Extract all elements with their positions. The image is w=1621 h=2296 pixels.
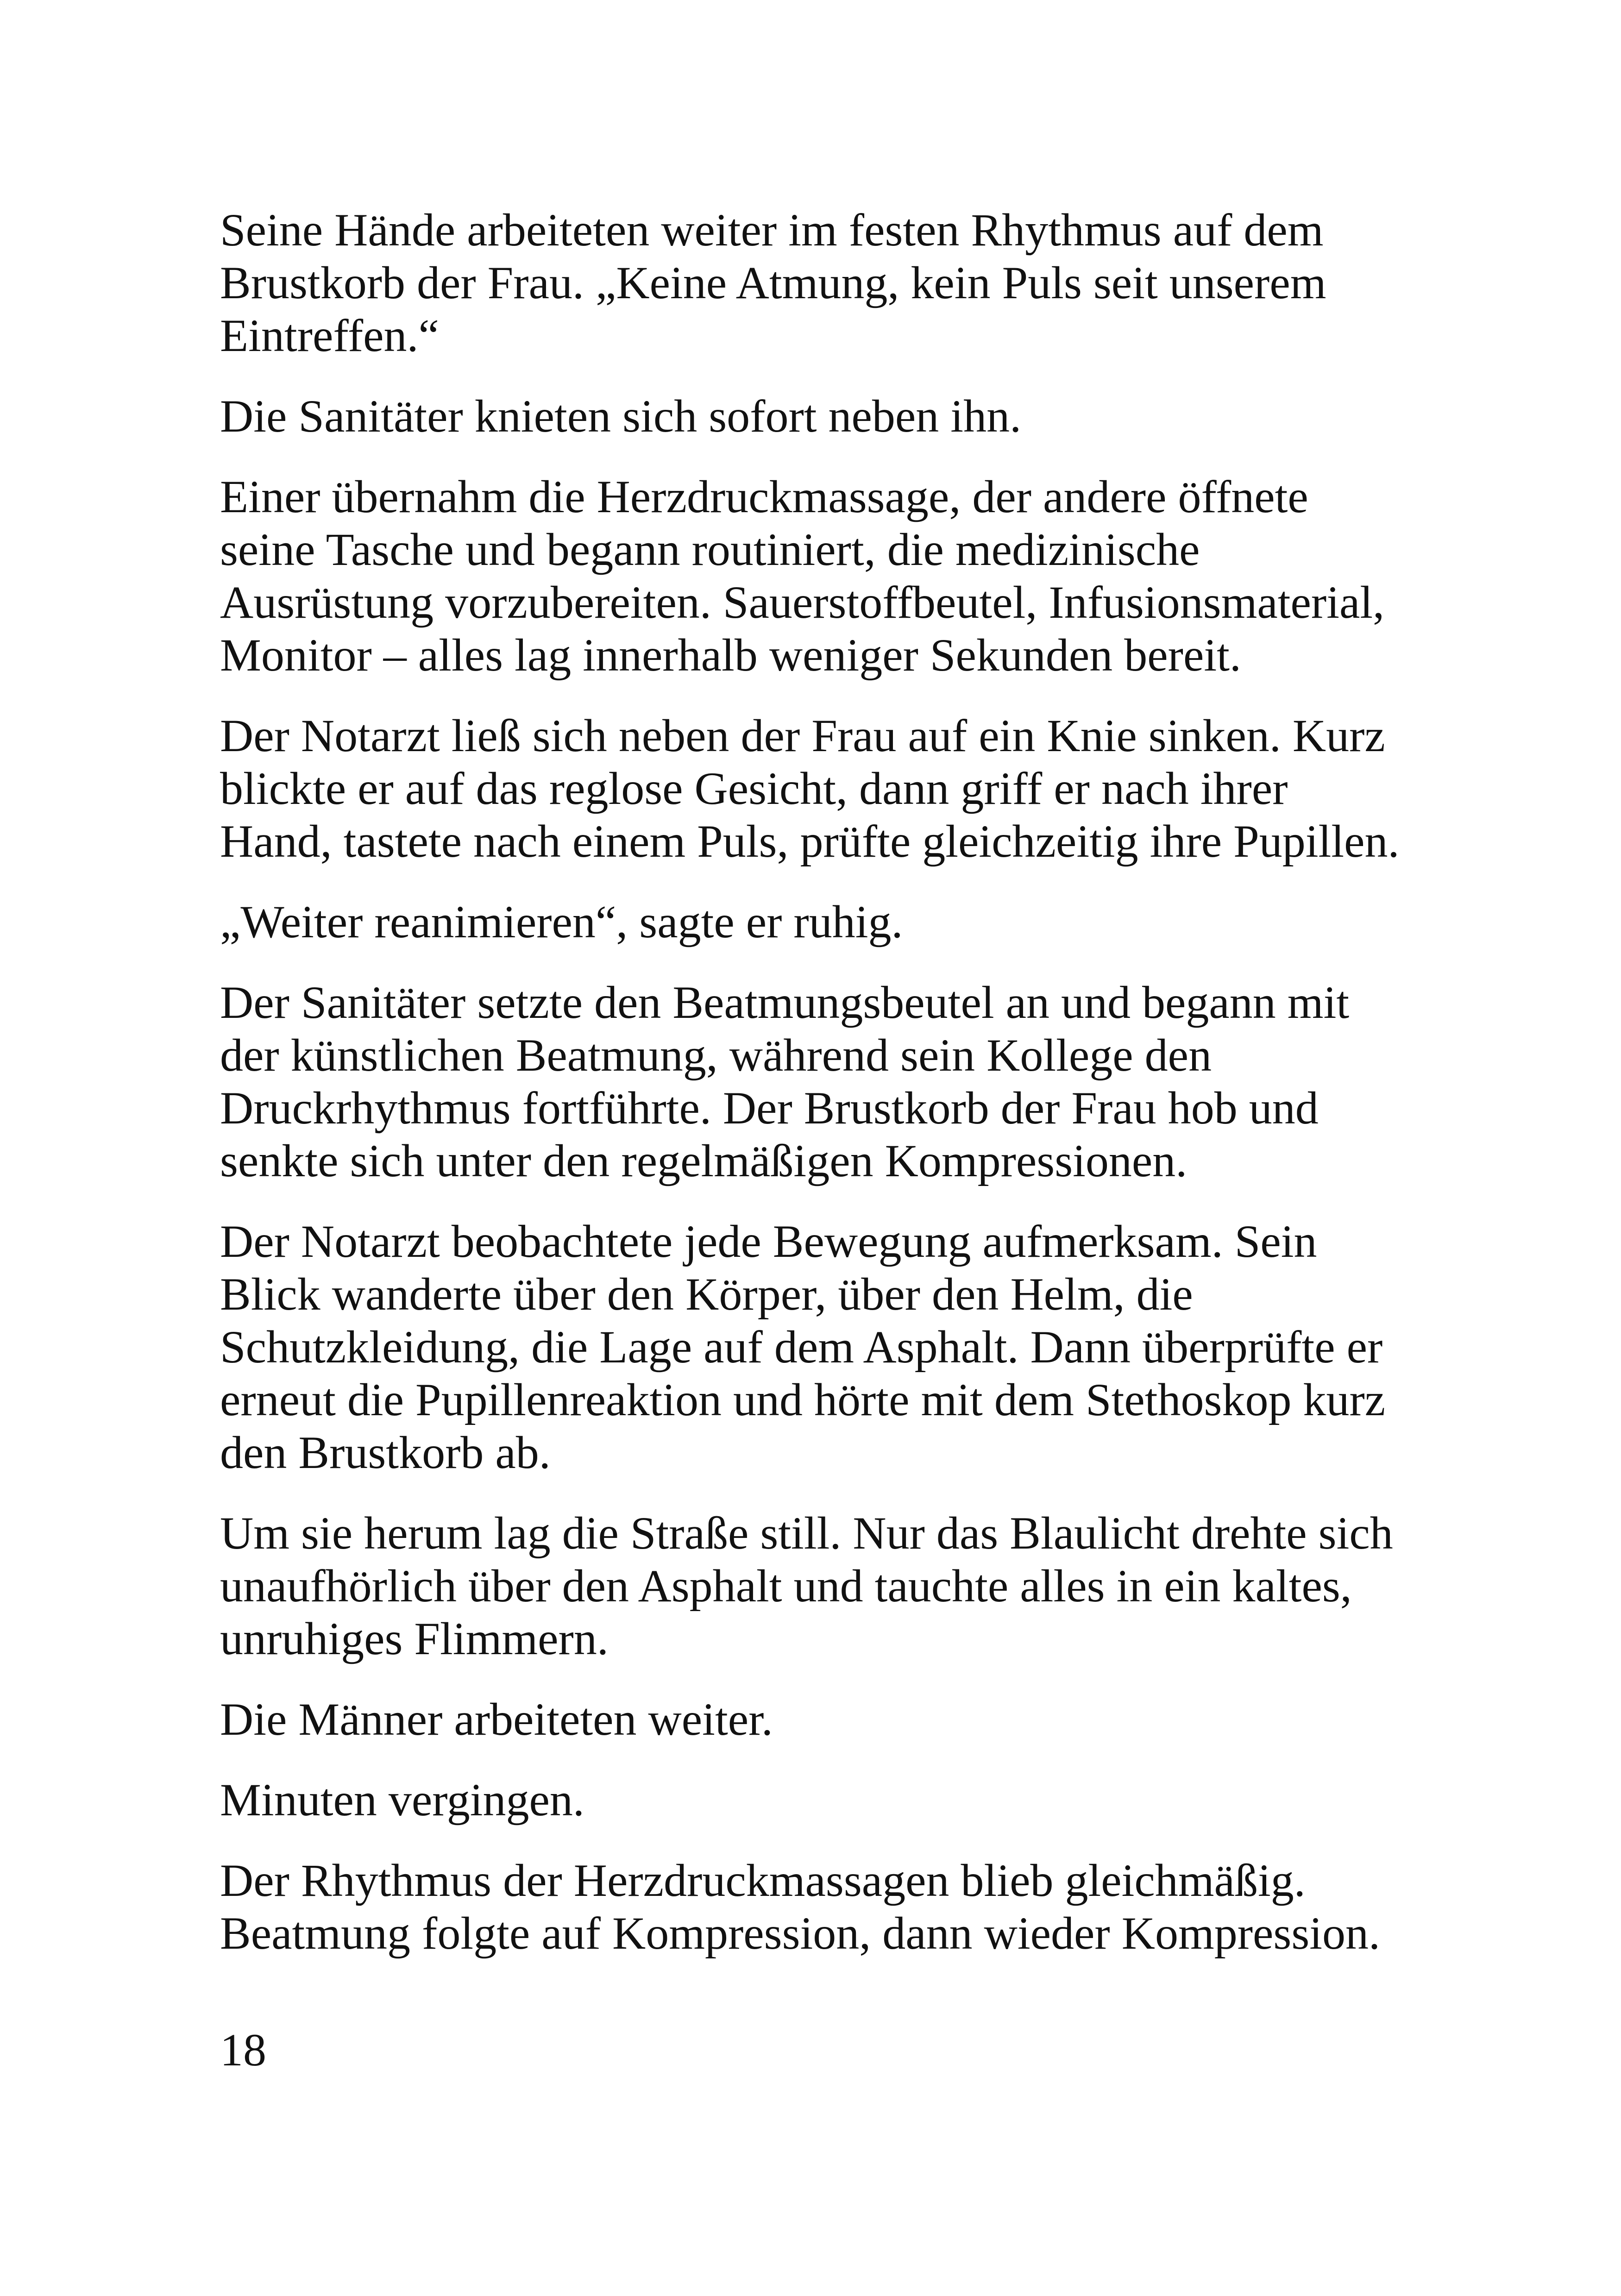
text-line: unruhiges Flimmern. xyxy=(220,1613,609,1664)
text-line: Monitor – alles lag innerhalb weniger Sekunden bereit. xyxy=(220,629,1241,681)
paragraph xyxy=(220,390,1443,443)
paragraph xyxy=(220,1693,1443,1746)
text-line: Der Rhythmus der Herzdruckmassagen blieb gleichmäßig. xyxy=(220,1855,1306,1906)
text-line: Eintreffen.“ xyxy=(220,310,439,361)
text-line: Ausrüstung vorzubereiten. Sauerstoffbeutel, Infusionsmaterial, xyxy=(220,577,1385,628)
text-line: Der Notarzt ließ sich neben der Frau auf ein Knie sinken. Kurz xyxy=(220,710,1385,761)
paragraph xyxy=(220,204,1443,362)
paragraph xyxy=(220,1854,1443,1960)
paragraph xyxy=(220,1215,1443,1479)
paragraph xyxy=(220,1774,1443,1826)
text-line: Minuten vergingen. xyxy=(220,1774,584,1826)
text-line: seine Tasche und begann routiniert, die medizinische xyxy=(220,524,1200,575)
paragraph xyxy=(220,976,1443,1187)
paragraph xyxy=(220,709,1443,868)
text-line: Seine Hände arbeiteten weiter im festen Rhythmus auf dem xyxy=(220,204,1324,256)
text-line: Einer übernahm die Herzdruckmassage, der andere öffnete xyxy=(220,471,1308,522)
text-line: blickte er auf das reglose Gesicht, dann griff er nach ihrer xyxy=(220,763,1288,814)
paragraph xyxy=(220,470,1443,682)
text-line: Schutzkleidung, die Lage auf dem Asphalt. Dann überprüfte er xyxy=(220,1321,1383,1373)
text-line: Die Männer arbeiteten weiter. xyxy=(220,1694,773,1745)
text-line: senkte sich unter den regelmäßigen Kompressionen. xyxy=(220,1135,1187,1186)
body-text xyxy=(220,204,1443,1988)
text-line: Druckrhythmus fortführte. Der Brustkorb der Frau hob und xyxy=(220,1082,1319,1134)
text-line: Hand, tastete nach einem Puls, prüfte gleichzeitig ihre Pupillen. xyxy=(220,816,1400,867)
text-line: Brustkorb der Frau. „Keine Atmung, kein Puls seit unserem xyxy=(220,257,1326,308)
text-line: der künstlichen Beatmung, während sein Kollege den xyxy=(220,1029,1212,1081)
page-number: 18 xyxy=(220,2024,266,2076)
text-line: Der Notarzt beobachtete jede Bewegung aufmerksam. Sein xyxy=(220,1216,1317,1267)
text-line: Um sie herum lag die Straße still. Nur das Blaulicht drehte sich xyxy=(220,1507,1393,1559)
text-line: Beatmung folgte auf Kompression, dann wieder Kompression. xyxy=(220,1907,1381,1959)
text-line: Der Sanitäter setzte den Beatmungsbeutel an und begann mit xyxy=(220,977,1350,1028)
text-line: Blick wanderte über den Körper, über den Helm, die xyxy=(220,1268,1193,1320)
paragraph xyxy=(220,896,1443,948)
text-line: Die Sanitäter knieten sich sofort neben ihn. xyxy=(220,390,1022,442)
text-line: den Brustkorb ab. xyxy=(220,1427,551,1478)
text-line: erneut die Pupillenreaktion und hörte mit dem Stethoskop kurz xyxy=(220,1374,1386,1425)
paragraph xyxy=(220,1507,1443,1665)
text-line: „Weiter reanimieren“, sagte er ruhig. xyxy=(220,896,903,947)
text-line: unaufhörlich über den Asphalt und tauchte alles in ein kaltes, xyxy=(220,1560,1352,1612)
